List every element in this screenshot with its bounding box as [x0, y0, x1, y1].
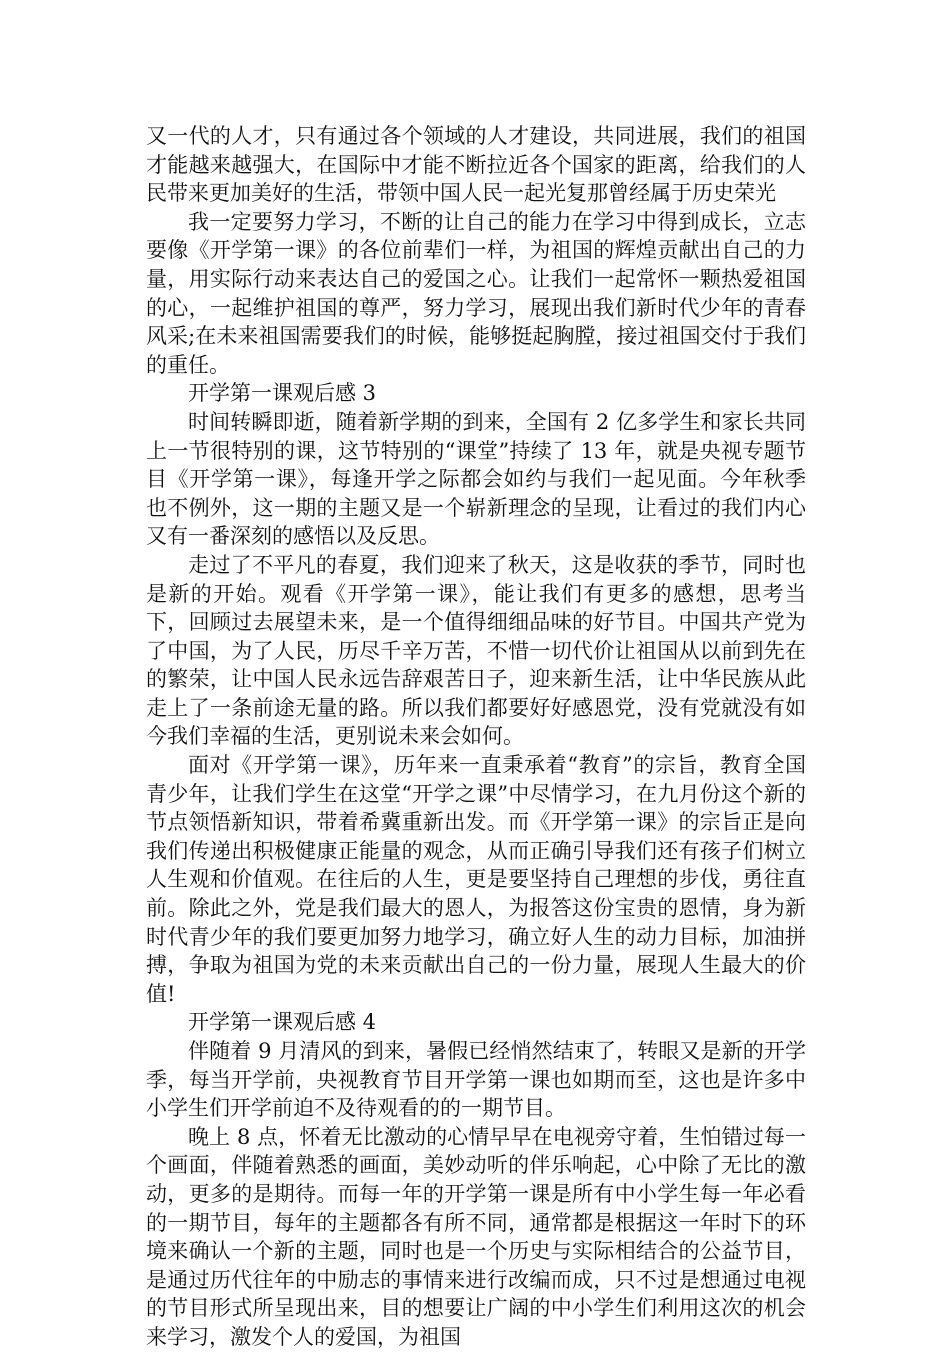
paragraph-5: 面对《开学第一课》，历年来一直秉承着“教育”的宗旨，教育全国青少年，让我们学生在这堂“开学之课”中尽情学习，在九月份这个新的节点领悟新知识，带着希冀重新出发。而《开学第一课》的宗旨正是向我们传递出积极健康正能量的观念，从而正确引导我们还有孩子们树立人生观和价值观。在往后的人生，更是要坚持自己理想的步伐，勇往直前。除此之外，党是我们最大的恩人，为报答这份宝贵的恩情，身为新时代青少年的我们要更加努力地学习，确立好人生的动力目标，加油拼搏，争取为祖国为党的未来贡献出自己的一份力量，展现人生最大的价值!	[146, 753, 806, 1006]
paragraph-6: 伴随着 9 月清风的到来，暑假已经悄然结束了，转眼又是新的开学季，每当开学前，央视教育节目开学第一课也如期而至，这也是许多中小学生们开学前迫不及待观看的的一期节目。	[146, 1039, 806, 1121]
paragraph-4: 走过了不平凡的春夏，我们迎来了秋天，这是收获的季节，同时也是新的开始。观看《开学第一课》，能让我们有更多的感想，思考当下，回顾过去展望未来，是一个值得细细品味的好节目。中国共产党为了中国，为了人民，历尽千辛万苦，不惜一切代价让祖国从以前到先在的繁荣，让中国人民永远告辞艰苦日子，迎来新生活，让中华民族从此走上了一条前途无量的路。所以我们都要好好感恩党，没有党就没有如今我们幸福的生活，更别说未来会如何。	[146, 552, 806, 749]
document-body	[146, 122, 806, 1352]
paragraph-2: 我一定要努力学习，不断的让自己的能力在学习中得到成长，立志要像《开学第一课》的各位前辈们一样，为祖国的辉煌贡献出自己的力量，用实际行动来表达自己的爱国之心。让我们一起常怀一颗热爱祖国的心，一起维护祖国的尊严，努力学习，展现出我们新时代少年的青春风采;在未来祖国需要我们的时候，能够挺起胸膛，接过祖国交付于我们的重任。	[146, 209, 806, 377]
paragraph-1: 又一代的人才，只有通过各个领域的人才建设，共同进展，我们的祖国才能越来越强大，在国际中才能不断拉近各个国家的距离，给我们的人民带来更加美好的生活，带领中国人民一起光复那曾经属于历史荣光	[146, 124, 806, 206]
paragraph-7: 晚上 8 点，怀着无比激动的心情早早在电视旁守着，生怕错过每一个画面，伴随着熟悉的画面，美妙动听的伴乐响起，心中除了无比的激动，更多的是期待。而每一年的开学第一课是所有中小学生每一年必看的一期节目，每年的主题都各有所不同，通常都是根据这一年时下的环境来确认一个新的主题，同时也是一个历史与实际相结合的公益节目，是通过历代往年的中励志的事情来进行改编而成，只不过是想通过电视的节目形式所呈现出来，目的想要让广阔的中小学生们利用这次的机会来学习，激发个人的爱国，为祖国	[146, 1124, 806, 1349]
paragraph-3: 时间转瞬即逝，随着新学期的到来，全国有 2 亿多学生和家长共同上一节很特别的课，这节特别的“课堂”持续了 13 年，就是央视专题节目《开学第一课》，每逢开学之际都会如约与我们一起见面。今年秋季也不例外，这一期的主题又是一个崭新理念的呈现，让看过的我们内心又有一番深刻的感悟以及反思。	[146, 409, 806, 549]
section-heading-3: 开学第一课观后感 3	[188, 381, 377, 406]
section-heading-4: 开学第一课观后感 4	[188, 1010, 377, 1035]
